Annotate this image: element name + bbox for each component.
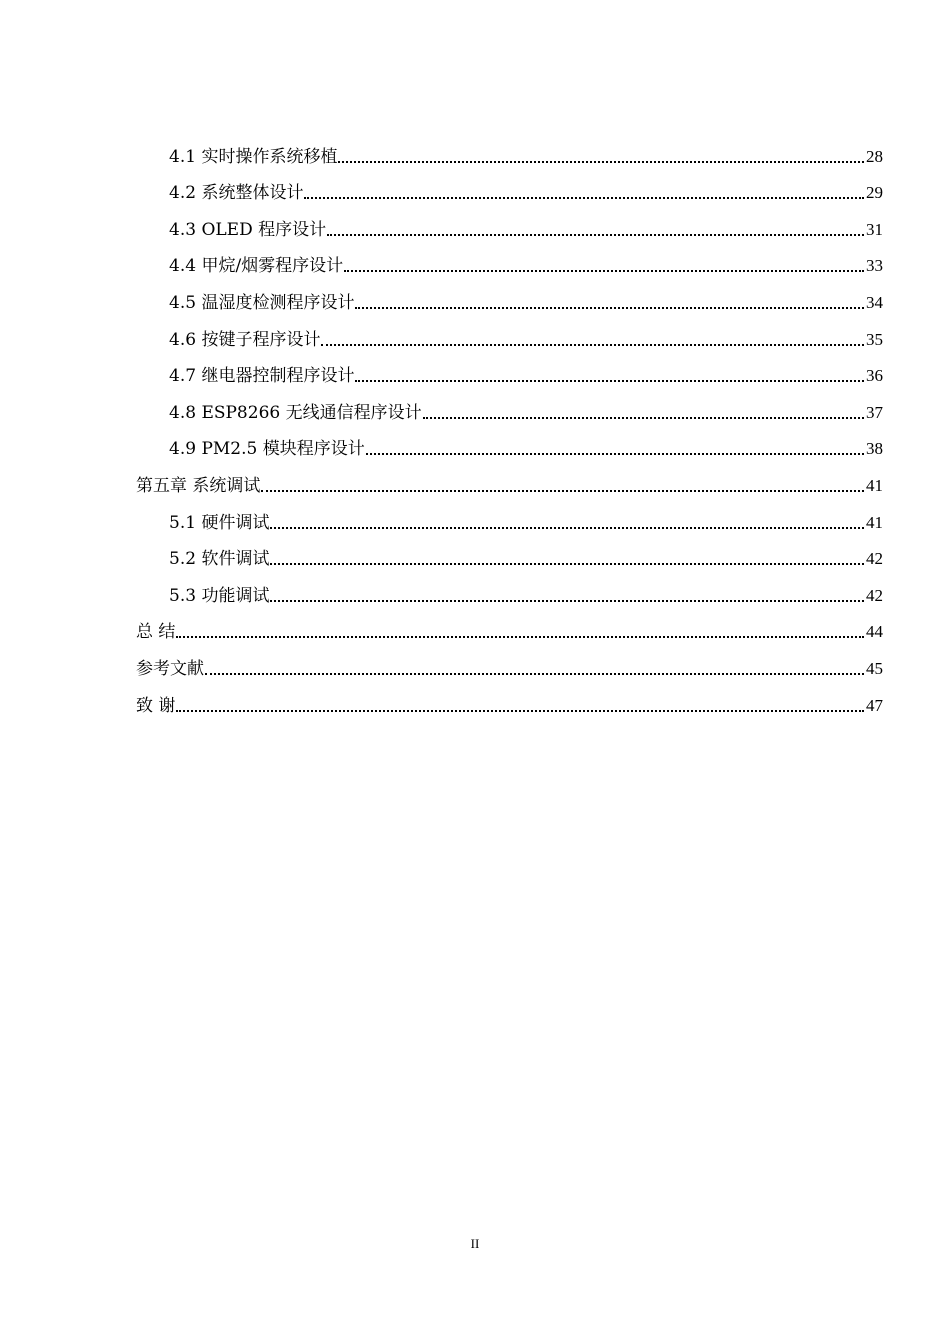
page-number: II (470, 1236, 480, 1251)
toc-entry-page: 33 (866, 256, 883, 276)
toc-entry-page: 31 (866, 219, 883, 239)
toc-entry-title: 4.8 ESP8266 无线通信程序设计 (169, 402, 422, 423)
toc-entry[interactable] (136, 204, 883, 241)
toc-entry[interactable] (136, 570, 883, 607)
toc-dot-leader (355, 292, 864, 314)
toc-entry-page: 37 (866, 402, 883, 422)
toc-dot-leader (304, 182, 864, 204)
toc-entry-page: 38 (866, 439, 883, 459)
toc-entry[interactable] (136, 680, 883, 717)
toc-dot-leader (423, 402, 864, 424)
toc-entry-title: 4.2 系统整体设计 (169, 183, 304, 204)
toc-entry-title: 参考文献 (136, 658, 204, 679)
toc-entry-page: 41 (866, 475, 883, 495)
toc-entry-page: 42 (866, 549, 883, 569)
toc-entry[interactable] (136, 460, 883, 497)
toc-entry-page: 47 (866, 695, 883, 715)
toc-entry-title: 4.3 OLED 程序设计 (169, 219, 327, 240)
toc-entry-title: 致 谢 (136, 695, 176, 716)
toc-entry-title: 4.7 继电器控制程序设计 (169, 366, 355, 387)
toc-entry-title: 4.4 甲烷/烟雾程序设计 (169, 256, 344, 277)
toc-entry-page: 34 (866, 292, 883, 312)
toc-entry-page: 44 (866, 622, 883, 642)
toc-dot-leader (366, 438, 864, 460)
toc-entry[interactable] (136, 277, 883, 314)
toc-entry-title: 4.6 按键子程序设计 (169, 329, 321, 350)
toc-entry[interactable] (136, 314, 883, 351)
toc-dot-leader (321, 329, 864, 351)
toc-entry[interactable] (136, 241, 883, 278)
toc-entry[interactable] (136, 643, 883, 680)
toc-entry-title: 5.3 功能调试 (169, 585, 270, 606)
toc-dot-leader (176, 621, 864, 643)
toc-entry[interactable] (136, 424, 883, 461)
toc-entry[interactable] (136, 168, 883, 205)
toc-dot-leader (270, 512, 864, 534)
toc-entry-page: 35 (866, 329, 883, 349)
toc-entry[interactable] (136, 131, 883, 168)
toc-dot-leader (261, 475, 864, 497)
toc-entry-page: 28 (866, 146, 883, 166)
toc-entry-page: 36 (866, 366, 883, 386)
toc-entry-title: 4.9 PM2.5 模块程序设计 (169, 439, 365, 460)
toc-entry-title: 总 结 (136, 622, 176, 643)
toc-dot-leader (344, 255, 864, 277)
toc-entry[interactable] (136, 607, 883, 644)
toc-entry-page: 29 (866, 183, 883, 203)
toc-entry[interactable] (136, 387, 883, 424)
toc-dot-leader (176, 695, 864, 717)
toc-entry-title: 5.1 硬件调试 (169, 512, 270, 533)
toc-entry-page: 42 (866, 585, 883, 605)
table-of-contents (136, 131, 883, 717)
toc-dot-leader (338, 146, 864, 168)
toc-dot-leader (270, 585, 864, 607)
toc-entry[interactable] (136, 351, 883, 388)
toc-entry[interactable] (136, 497, 883, 534)
toc-entry-page: 41 (866, 512, 883, 532)
toc-entry-title: 4.5 温湿度检测程序设计 (169, 292, 355, 313)
toc-dot-leader (355, 365, 864, 387)
toc-entry-page: 45 (866, 658, 883, 678)
toc-entry[interactable] (136, 534, 883, 571)
toc-entry-title: 5.2 软件调试 (169, 549, 270, 570)
toc-dot-leader (270, 548, 864, 570)
toc-entry-title: 第五章 系统调试 (136, 475, 261, 496)
toc-entry-title: 4.1 实时操作系统移植 (169, 146, 338, 167)
toc-dot-leader (327, 219, 864, 241)
toc-dot-leader (205, 658, 864, 680)
